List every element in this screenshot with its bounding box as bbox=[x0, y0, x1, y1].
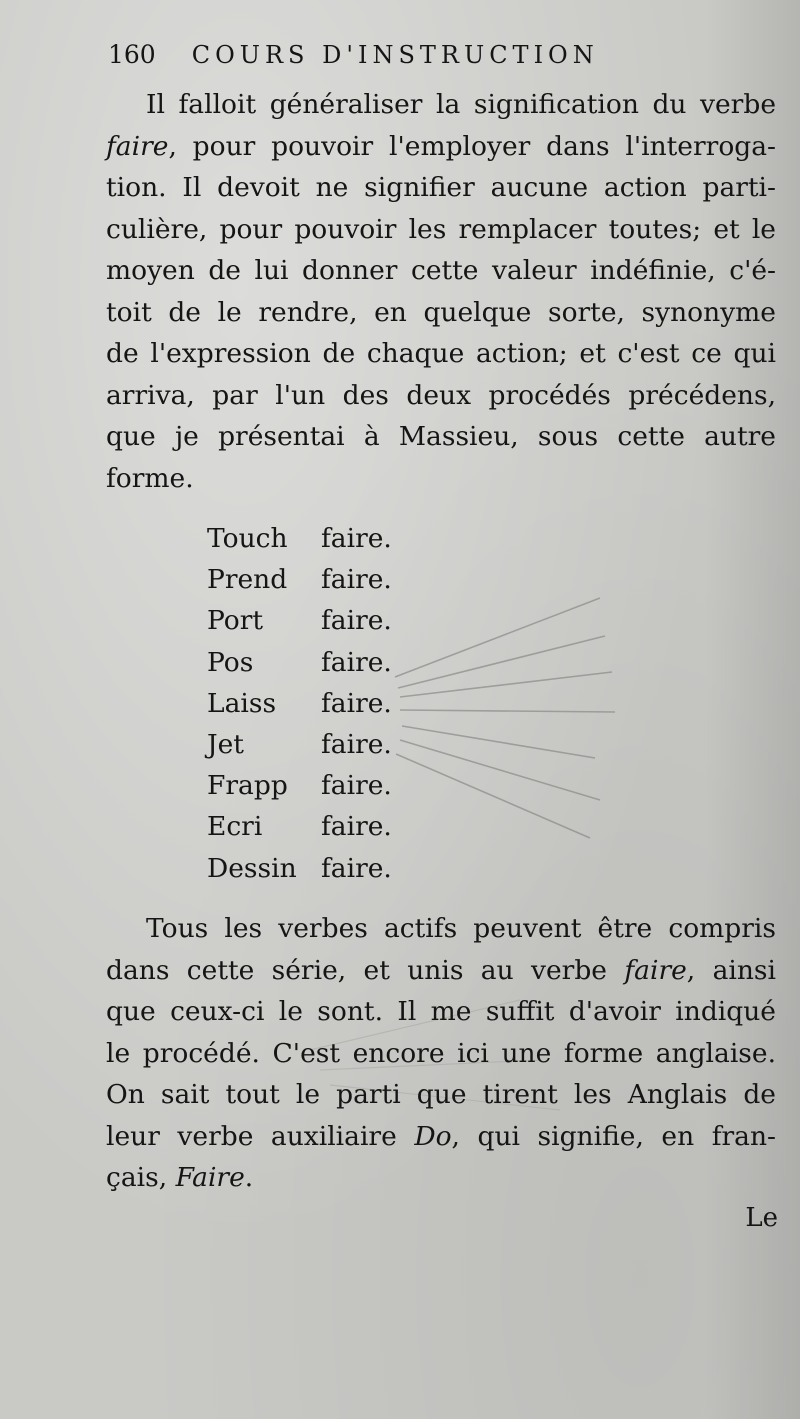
verb-stem: Laiss bbox=[207, 687, 277, 719]
paragraph-1-line: arriva, par l'un des deux procédés précédens, bbox=[106, 379, 776, 411]
paragraph-2-line: On sait tout le parti que tirent les Anglais de bbox=[106, 1079, 776, 1110]
paragraph-1-line: toit de le rendre, en quelque sorte, synonyme bbox=[106, 296, 776, 328]
verb-table bbox=[207, 518, 392, 889]
verb-faire: faire. bbox=[321, 728, 392, 760]
catchword: Le bbox=[745, 1203, 778, 1233]
paragraph-1-line: tion. Il devoit ne signifier aucune action parti- bbox=[106, 172, 776, 203]
verb-row bbox=[207, 848, 392, 889]
paragraph-1-line: de l'expression de chaque action; et c'est ce qui bbox=[106, 338, 776, 369]
verb-faire: faire. bbox=[321, 687, 392, 719]
verb-stem: Prend bbox=[207, 564, 288, 596]
paragraph-2-line: leur verbe auxiliaire Do, qui signifie, en fran- bbox=[106, 1120, 776, 1152]
verb-stem: Frapp bbox=[207, 770, 288, 802]
verb-row bbox=[207, 765, 392, 806]
paragraph-2-line: Tous les verbes actifs peuvent être compris bbox=[146, 913, 776, 944]
verb-faire: faire. bbox=[321, 605, 392, 637]
paragraph-2-line: çais, Faire. bbox=[106, 1162, 254, 1193]
paragraph-1-line: culière, pour pouvoir les remplacer toutes; et le bbox=[106, 213, 776, 245]
page-number: 160 bbox=[108, 40, 156, 69]
paragraph-2-line: dans cette série, et unis au verbe faire, ainsi bbox=[106, 954, 776, 986]
verb-faire: faire. bbox=[321, 852, 392, 884]
verb-faire: faire. bbox=[321, 811, 392, 843]
verb-faire: faire. bbox=[321, 564, 392, 596]
paragraph-1 bbox=[106, 84, 776, 499]
running-head-title: COURS D'INSTRUCTION bbox=[191, 41, 599, 69]
paragraph-1-line: Il falloit généraliser la signification du verbe bbox=[146, 89, 776, 120]
verb-faire: faire. bbox=[321, 646, 392, 678]
verb-stem: Pos bbox=[207, 646, 254, 678]
paragraph-1-line: forme. bbox=[106, 462, 194, 494]
verb-row bbox=[207, 806, 392, 847]
verb-stem: Port bbox=[207, 605, 264, 637]
paragraph-2-line: que ceux-ci le sont. Il me suffit d'avoir indiqué bbox=[106, 996, 776, 1027]
paragraph-1-line: que je présentai à Massieu, sous cette autre bbox=[106, 421, 776, 452]
verb-row bbox=[207, 642, 392, 683]
paragraph-1-line: moyen de lui donner cette valeur indéfinie, c'é- bbox=[106, 255, 776, 286]
verb-stem: Jet bbox=[207, 728, 244, 760]
verb-stem: Dessin bbox=[207, 852, 297, 884]
verb-faire: faire. bbox=[321, 770, 392, 802]
verb-stem: Ecri bbox=[207, 811, 263, 843]
paragraph-1-line: faire, pour pouvoir l'employer dans l'interroga- bbox=[106, 130, 776, 162]
verb-row bbox=[207, 600, 392, 641]
verb-row bbox=[207, 683, 392, 724]
verb-row bbox=[207, 518, 392, 559]
verb-row bbox=[207, 559, 392, 600]
running-head bbox=[108, 40, 599, 69]
paragraph-2 bbox=[106, 908, 776, 1199]
verb-faire: faire. bbox=[321, 523, 392, 554]
verb-row bbox=[207, 724, 392, 765]
paragraph-2-line: le procédé. C'est encore ici une forme anglaise. bbox=[106, 1037, 776, 1069]
verb-stem: Touch bbox=[207, 523, 288, 554]
